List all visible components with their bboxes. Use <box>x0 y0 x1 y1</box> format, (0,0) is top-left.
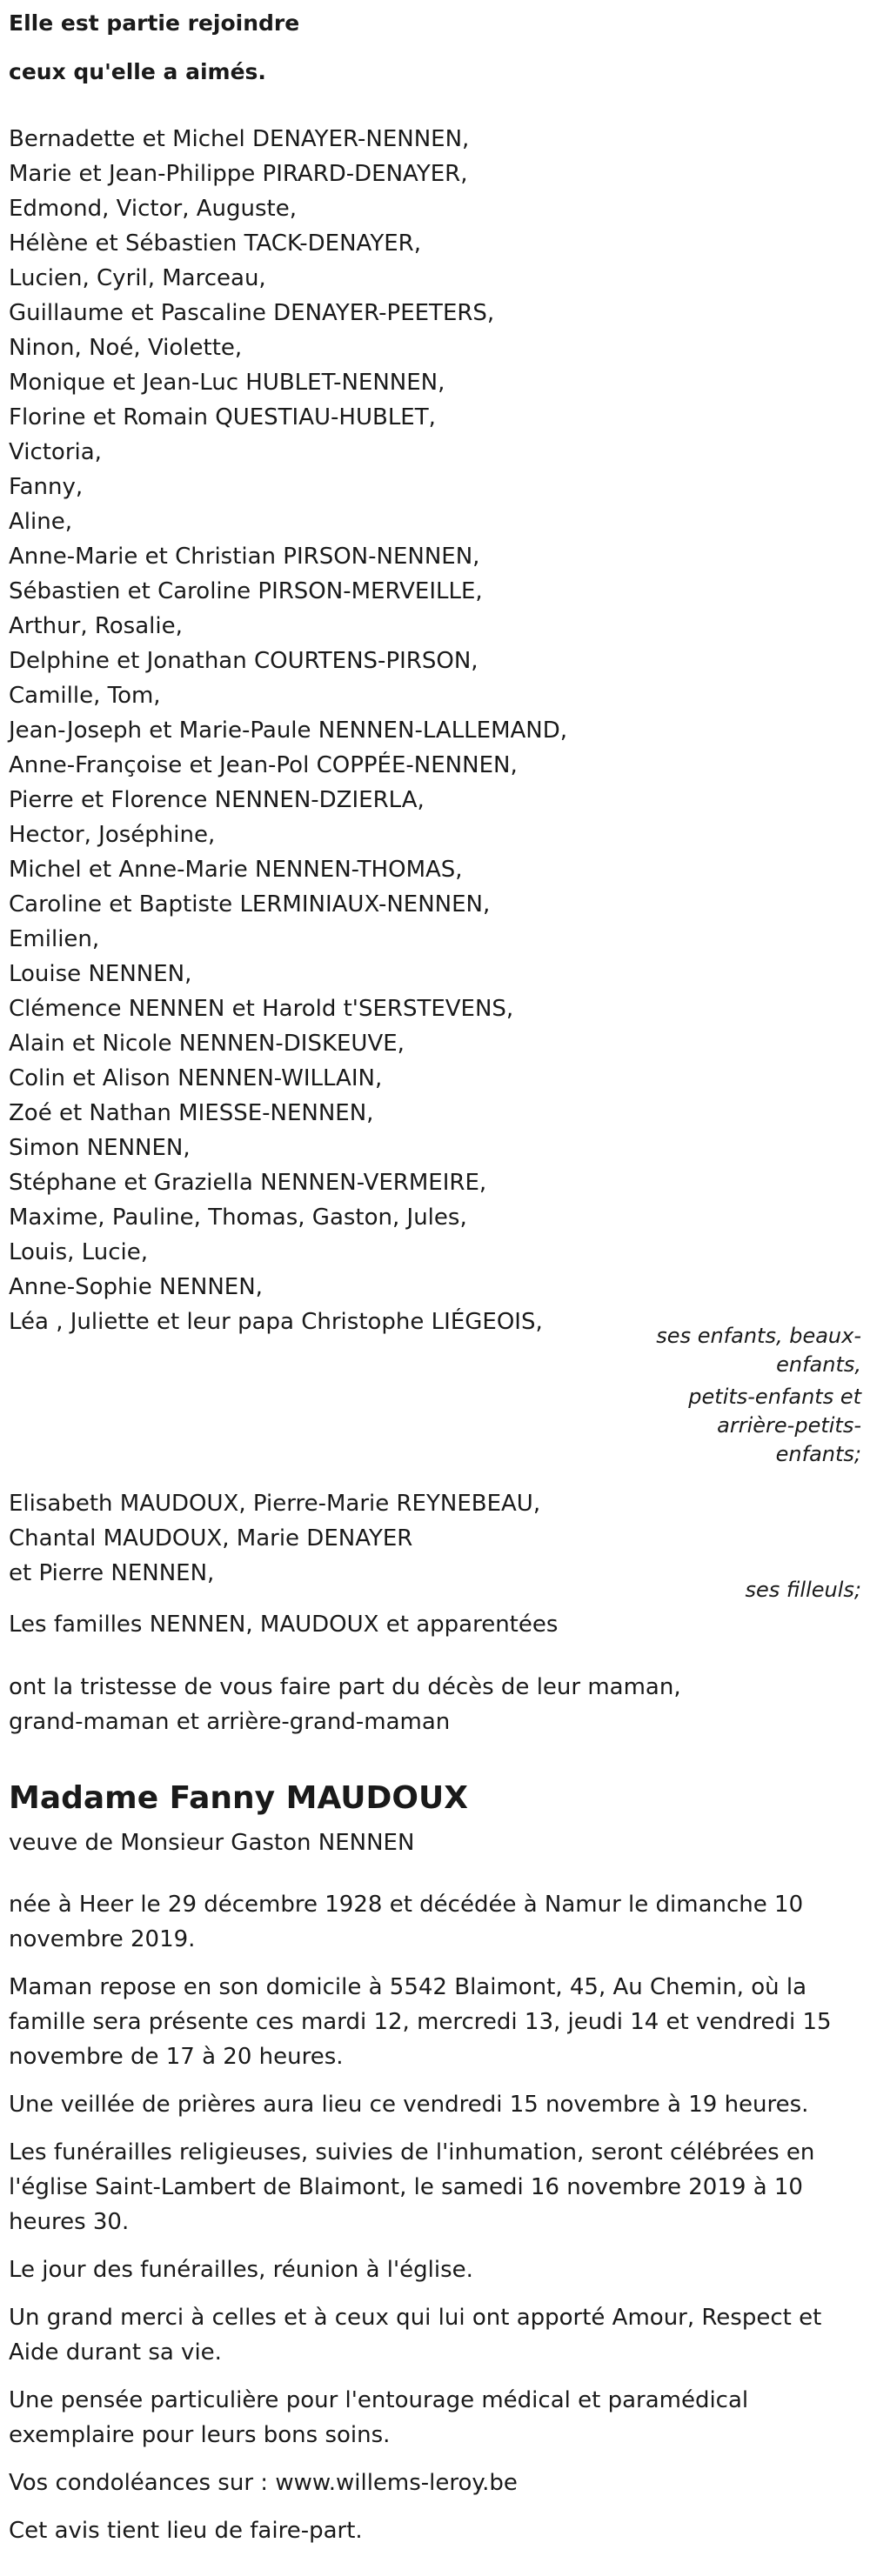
family-member-line: Lucien, Cyril, Marceau, <box>9 265 266 291</box>
family-member-line: Maxime, Pauline, Thomas, Gaston, Jules, <box>9 1205 467 1231</box>
announcement-text: ont la tristesse de vous faire part du décès de leur maman, grand-maman et arrière-grand-maman <box>9 1674 681 1735</box>
intro-line-2: ceux qu'elle a aimés. <box>9 59 266 84</box>
family-member-line: Zoé et Nathan MIESSE-NENNEN, <box>9 1100 374 1126</box>
intro-line-1: Elle est partie rejoindre <box>9 10 300 36</box>
family-member-line: Pierre et Florence NENNEN-DZIERLA, <box>9 787 425 813</box>
widow-of: veuve de Monsieur Gaston NENNEN <box>9 1830 415 1856</box>
family-member-line: Michel et Anne-Marie NENNEN-THOMAS, <box>9 857 463 883</box>
family-member-line: Camille, Tom, <box>9 683 161 709</box>
godchild-line: Elisabeth MAUDOUX, Pierre-Marie REYNEBEAU, <box>9 1491 541 1517</box>
detail-paragraph: née à Heer le 29 décembre 1928 et décédée à Namur le dimanche 10 novembre 2019. <box>9 1892 804 1952</box>
godchildren-list <box>9 1486 540 1591</box>
family-member-line: Florine et Romain QUESTIAU-HUBLET, <box>9 404 436 430</box>
godchild-line: Chantal MAUDOUX, Marie DENAYER <box>9 1525 413 1552</box>
godchild-line: et Pierre NENNEN, <box>9 1560 215 1586</box>
deceased-name: Madame Fanny MAUDOUX <box>9 1780 468 1816</box>
detail-paragraph: Une pensée particulière pour l'entourage médical et paramédical exemplaire pour leurs bons soins. <box>9 2387 749 2448</box>
family-member-line: Victoria, <box>9 439 102 465</box>
family-member-line: Léa , Juliette et leur papa Christophe LIÉGEOIS, <box>9 1309 543 1335</box>
family-member-line: Hélène et Sébastien TACK-DENAYER, <box>9 230 421 257</box>
family-list <box>9 122 567 1339</box>
detail-paragraph: Maman repose en son domicile à 5542 Blaimont, 45, Au Chemin, où la famille sera présente ces mardi 12, mercredi 13, jeudi 14 et vendredi 15 novembre de 17 à 20 heures. <box>9 1974 832 2070</box>
family-member-line: Emilien, <box>9 926 100 952</box>
family-member-line: Jean-Joseph et Marie-Paule NENNEN-LALLEMAND, <box>9 717 568 744</box>
family-member-line: Simon NENNEN, <box>9 1135 191 1161</box>
detail-paragraph: Le jour des funérailles, réunion à l'église. <box>9 2257 473 2283</box>
family-member-line: Colin et Alison NENNEN-WILLAIN, <box>9 1065 383 1091</box>
family-note-grandchildren: petits-enfants et arrière-petits-enfants; <box>688 1385 861 1466</box>
family-member-line: Louise NENNEN, <box>9 961 192 987</box>
family-member-line: Anne-Françoise et Jean-Pol COPPÉE-NENNEN, <box>9 752 518 778</box>
detail-paragraph: Un grand merci à celles et à ceux qui lui ont apporté Amour, Respect et Aide durant sa vie. <box>9 2305 822 2366</box>
family-member-line: Fanny, <box>9 474 84 500</box>
family-member-line: Ninon, Noé, Violette, <box>9 335 243 361</box>
family-member-line: Alain et Nicole NENNEN-DISKEUVE, <box>9 1031 405 1057</box>
family-member-line: Sébastien et Caroline PIRSON-MERVEILLE, <box>9 578 483 604</box>
family-member-line: Anne-Marie et Christian PIRSON-NENNEN, <box>9 544 480 570</box>
family-member-line: Aline, <box>9 509 72 535</box>
family-member-line: Monique et Jean-Luc HUBLET-NENNEN, <box>9 370 445 396</box>
detail-paragraph: Les funérailles religieuses, suivies de l'inhumation, seront célébrées en l'église Saint-Lambert de Blaimont, le samedi 16 novembre 2019 à 10 heures 30. <box>9 2139 815 2235</box>
family-note-children: ses enfants, beaux-enfants, <box>656 1324 861 1377</box>
family-member-line: Louis, Lucie, <box>9 1239 148 1265</box>
detail-paragraph: Une veillée de prières aura lieu ce vendredi 15 novembre à 19 heures. <box>9 2092 809 2118</box>
family-member-line: Marie et Jean-Philippe PIRARD-DENAYER, <box>9 161 468 187</box>
family-member-line: Bernadette et Michel DENAYER-NENNEN, <box>9 126 470 152</box>
family-member-line: Clémence NENNEN et Harold t'SERSTEVENS, <box>9 996 514 1022</box>
family-member-line: Caroline et Baptiste LERMINIAUX-NENNEN, <box>9 891 491 918</box>
family-member-line: Anne-Sophie NENNEN, <box>9 1274 263 1300</box>
godchildren-note: ses filleuls; <box>745 1578 861 1602</box>
family-member-line: Guillaume et Pascaline DENAYER-PEETERS, <box>9 300 495 326</box>
funeral-details <box>9 1887 857 2561</box>
family-member-line: Stéphane et Graziella NENNEN-VERMEIRE, <box>9 1170 487 1196</box>
family-member-line: Delphine et Jonathan COURTENS-PIRSON, <box>9 648 478 674</box>
families-line: Les familles NENNEN, MAUDOUX et apparentées <box>9 1612 559 1638</box>
family-member-line: Edmond, Victor, Auguste, <box>9 196 297 222</box>
family-member-line: Arthur, Rosalie, <box>9 613 183 639</box>
family-member-line: Hector, Joséphine, <box>9 822 216 848</box>
detail-paragraph: Cet avis tient lieu de faire-part. <box>9 2518 363 2544</box>
detail-paragraph: Vos condoléances sur : www.willems-leroy.be <box>9 2470 518 2496</box>
